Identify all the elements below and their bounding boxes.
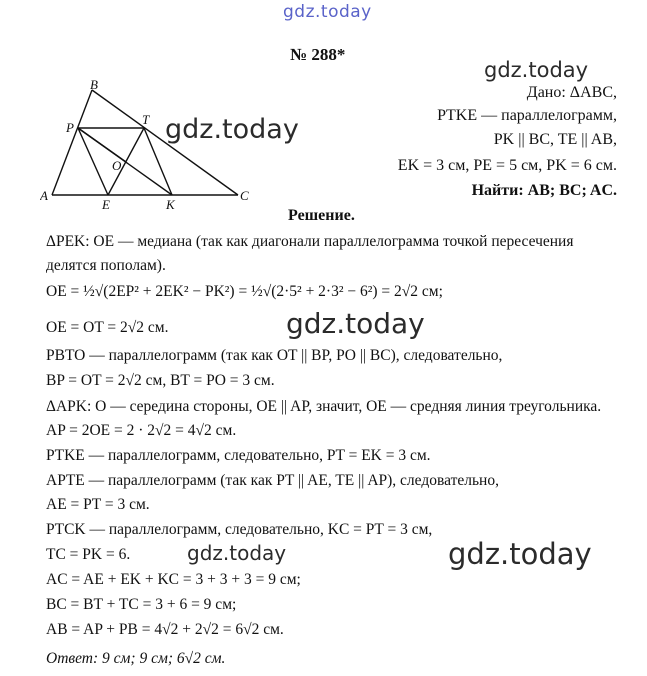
solution-line: APTE — параллелограмм (так как PT || AE, TE || AP), следовательно,: [46, 472, 499, 489]
problem-number: № 288*: [290, 45, 346, 64]
watermark-top: gdz.today: [283, 2, 372, 22]
solution-line: AC = AE + EK + KC = 3 + 3 + 3 = 9 см;: [46, 571, 301, 588]
find-line: Найти: AB; BC; AC.: [471, 182, 617, 199]
label-c: C: [240, 188, 249, 203]
solution-line: OE = OT = 2√2 см.: [46, 319, 169, 336]
given-line: Дано: ΔABC,: [526, 84, 617, 101]
solution-line: ΔAPK: O — середина стороны, OE || AP, значит, OE — средняя линия треугольника.: [46, 398, 602, 415]
solution-line: TC = PK = 6.: [46, 546, 131, 563]
solution-line: AB = AP + PB = 4√2 + 2√2 = 6√2 см.: [46, 621, 284, 638]
label-p: P: [66, 120, 74, 135]
label-b: B: [90, 80, 98, 92]
label-k: K: [166, 197, 175, 210]
solution-line: AP = 2OE = 2 · 2√2 = 4√2 см.: [46, 422, 237, 439]
label-o: O: [112, 158, 122, 173]
watermark: gdz.today: [187, 541, 287, 565]
solution-line: OE = ½√(2EP² + 2EK² − PK²) = ½√(2·5² + 2·3² − 6²) = 2√2 см;: [46, 283, 443, 300]
given-line: PTKE — параллелограмм,: [437, 107, 617, 124]
solution-line: PTKE — параллелограмм, следовательно, PT = EK = 3 см.: [46, 447, 431, 464]
solution-line: BP = OT = 2√2 см, BT = PO = 3 см.: [46, 372, 275, 389]
side-ab: [52, 90, 92, 195]
solution-title: Решение.: [288, 207, 355, 224]
watermark: gdz.today: [484, 58, 589, 82]
given-line: EK = 3 см, PE = 5 см, PK = 6 см.: [397, 157, 617, 174]
label-a: A: [40, 188, 48, 203]
solution-line: BC = BT + TC = 3 + 6 = 9 см;: [46, 596, 237, 613]
watermark: gdz.today: [448, 537, 592, 571]
given-line: PK || BC, TE || AB,: [493, 131, 617, 148]
solution-line: AE = PT = 3 см.: [46, 496, 150, 513]
answer-line: Ответ: 9 см; 9 см; 6√2 см.: [46, 650, 226, 667]
solution-line: ΔPEK: OE — медиана (так как диагонали параллелограмма точкой пересечения: [46, 233, 574, 250]
label-e: E: [102, 197, 110, 210]
triangle-figure: [40, 80, 250, 210]
solution-line: PBTO — параллелограмм (так как OT || BP, PO || BC), следовательно,: [46, 347, 503, 364]
solution-line: делятся пополам).: [46, 257, 166, 274]
watermark: gdz.today: [165, 114, 299, 145]
solution-line: PTCK — параллелограмм, следовательно, KC = PT = 3 см,: [46, 521, 433, 538]
label-t: T: [142, 112, 150, 127]
watermark: gdz.today: [286, 307, 425, 340]
